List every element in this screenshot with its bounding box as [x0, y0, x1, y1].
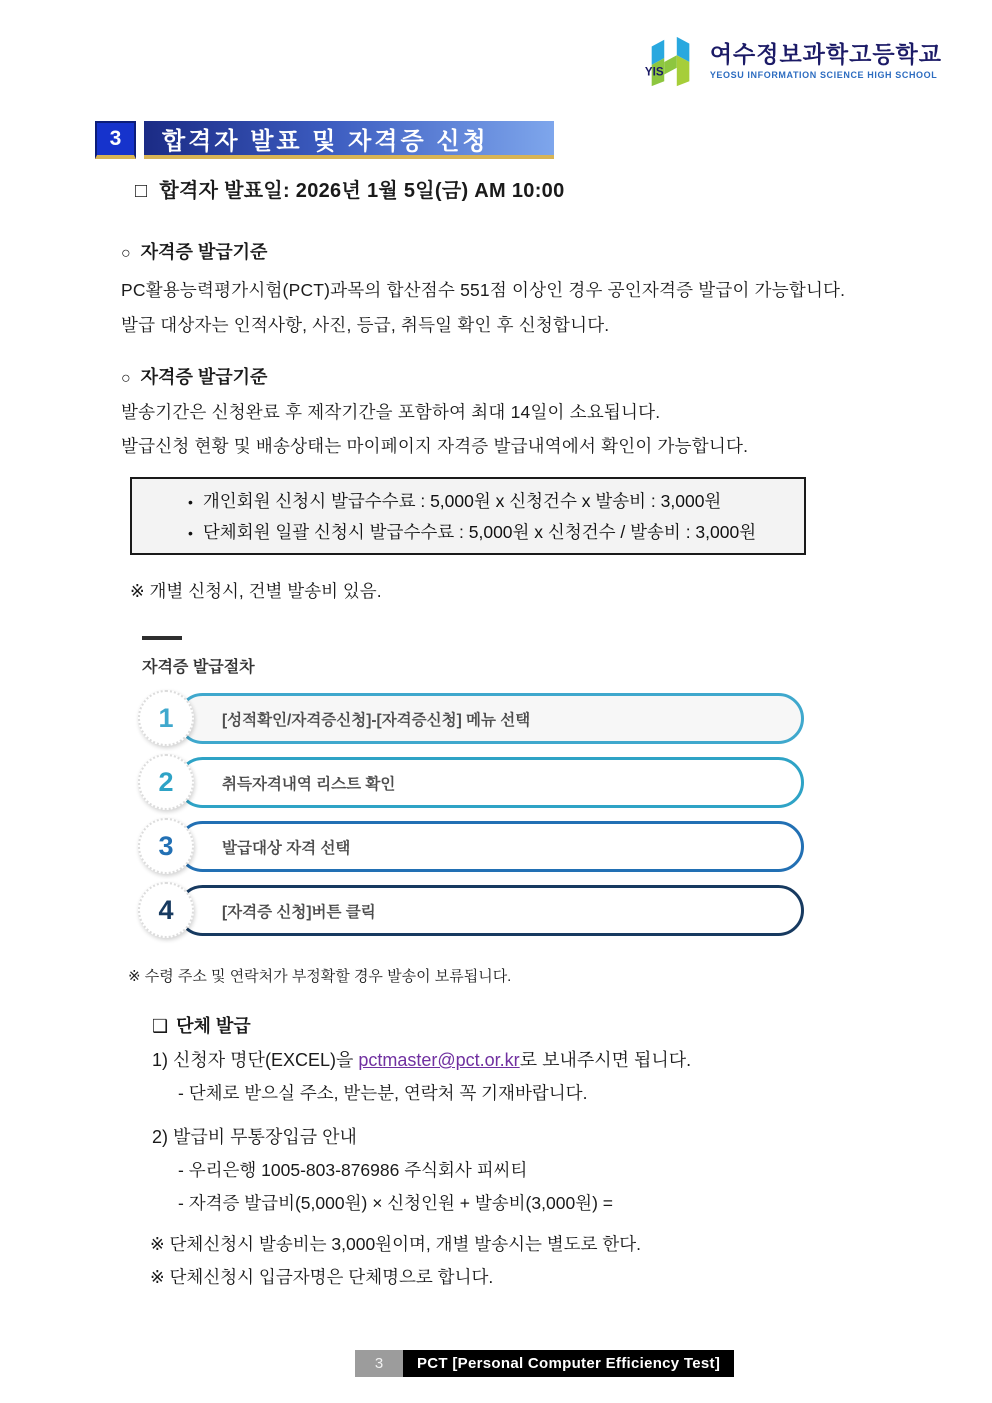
- dot-bullet-icon: •: [188, 525, 193, 541]
- section-header: [95, 121, 554, 159]
- square-bullet-icon: ❑: [152, 1016, 169, 1036]
- circle-bullet-icon: ○: [121, 370, 131, 387]
- process-step-label: 발급대상 자격 선택: [222, 839, 351, 857]
- group-issue-item2-sub1: - 우리은행 1005-803-876986 주식회사 피씨티: [178, 1160, 528, 1180]
- criteria1-line1: PC활용능력평가시험(PCT)과목의 합산점수 551점 이상인 경우 공인자격증 발급이 가능합니다.: [121, 280, 846, 300]
- process-step-pill: [177, 757, 804, 808]
- process-step-label: [자격증 신청]버튼 클릭: [222, 903, 376, 921]
- announcement-line: [135, 174, 565, 203]
- fee-info-box: [130, 477, 806, 555]
- email-link[interactable]: pctmaster@pct.or.kr: [358, 1050, 520, 1070]
- process-step-number: 1: [138, 690, 194, 746]
- circle-bullet-icon: ○: [121, 245, 131, 262]
- criteria2-heading-text: 자격증 발급기준: [140, 367, 268, 387]
- process-step-4: [0, 882, 992, 940]
- group-issue-item1: [152, 1046, 691, 1072]
- process-step-number: 4: [138, 882, 194, 938]
- individual-request-note: ※ 개별 신청시, 건별 발송비 있음.: [130, 581, 382, 601]
- group-issue-item1-sub: - 단체로 받으실 주소, 받는분, 연락처 꼭 기재바랍니다.: [178, 1083, 588, 1103]
- process-step-pill: [177, 885, 804, 936]
- school-logo: [642, 33, 942, 89]
- process-step-pill: [177, 693, 804, 744]
- school-logo-icon: [642, 33, 700, 89]
- fee-row-group: [188, 519, 804, 544]
- group-item1-pre: 1) 신청자 명단(EXCEL)을: [152, 1050, 359, 1070]
- criteria2-line1: 발송기간은 신청완료 후 제작기간을 포함하여 최대 14일이 소요됩니다.: [121, 402, 661, 422]
- process-step-number: 2: [138, 754, 194, 810]
- school-name-korean: 여수정보과학고등학교: [709, 40, 942, 67]
- process-step-label: [성적확인/자격증신청]-[자격증신청] 메뉴 선택: [222, 711, 531, 729]
- group-shipping-note: ※ 단체신청시 발송비는 3,000원이며, 개별 발송시는 별도로 한다.: [150, 1234, 642, 1254]
- school-logo-text: [710, 42, 942, 80]
- page-number: 3: [355, 1350, 403, 1377]
- group-item1-post: 로 보내주시면 됩니다.: [519, 1050, 692, 1070]
- process-step-pill: [177, 821, 804, 872]
- criteria2-heading: [121, 363, 267, 389]
- criteria1-line2: 발급 대상자는 인적사항, 사진, 등급, 취득일 확인 후 신청합니다.: [121, 315, 610, 335]
- group-issue-item2-sub2: - 자격증 발급비(5,000원) × 신청인원 + 발송비(3,000원) =: [178, 1193, 613, 1213]
- section-number-badge: 3: [95, 121, 136, 159]
- process-heading: 자격증 발급절차: [142, 659, 255, 676]
- dot-bullet-icon: •: [188, 494, 193, 510]
- delivery-hold-note: ※ 수령 주소 및 연락처가 부정확할 경우 발송이 보류됩니다.: [128, 968, 512, 985]
- process-step-number: 3: [138, 818, 194, 874]
- fee-row-individual: [188, 488, 804, 513]
- page-footer: [355, 1350, 734, 1377]
- announcement-text: 합격자 발표일: 2026년 1월 5일(금) AM 10:00: [159, 180, 565, 202]
- group-depositor-note: ※ 단체신청시 입금자명은 단체명으로 합니다.: [150, 1267, 494, 1287]
- group-issue-heading: [152, 1012, 251, 1038]
- footer-title: PCT [Personal Computer Efficiency Test]: [403, 1350, 734, 1377]
- group-issue-item2: 2) 발급비 무통장입금 안내: [152, 1127, 357, 1147]
- section-title: 합격자 발표 및 자격증 신청: [144, 121, 554, 159]
- section-divider: [142, 636, 182, 640]
- school-name-english: YEOSU INFORMATION SCIENCE HIGH SCHOOL: [709, 70, 938, 81]
- criteria1-heading: [121, 238, 267, 264]
- process-step-3: [0, 818, 992, 876]
- process-step-label: 취득자격내역 리스트 확인: [222, 775, 396, 793]
- group-issue-heading-text: 단체 발급: [176, 1016, 251, 1036]
- svg-text:YIS: YIS: [644, 66, 664, 79]
- criteria2-line2: 발급신청 현황 및 배송상태는 마이페이지 자격증 발급내역에서 확인이 가능합니다.: [121, 436, 749, 456]
- fee-row-group-text: 단체회원 일괄 신청시 발급수수료 : 5,000원 x 신청건수 / 발송비 : 3,000원: [202, 522, 757, 542]
- checkbox-bullet-icon: □: [135, 180, 148, 202]
- process-step-1: [0, 690, 992, 748]
- criteria1-heading-text: 자격증 발급기준: [140, 242, 268, 262]
- fee-row-individual-text: 개인회원 신청시 발급수수료 : 5,000원 x 신청건수 x 발송비 : 3,000원: [202, 491, 722, 511]
- process-step-2: [0, 754, 992, 812]
